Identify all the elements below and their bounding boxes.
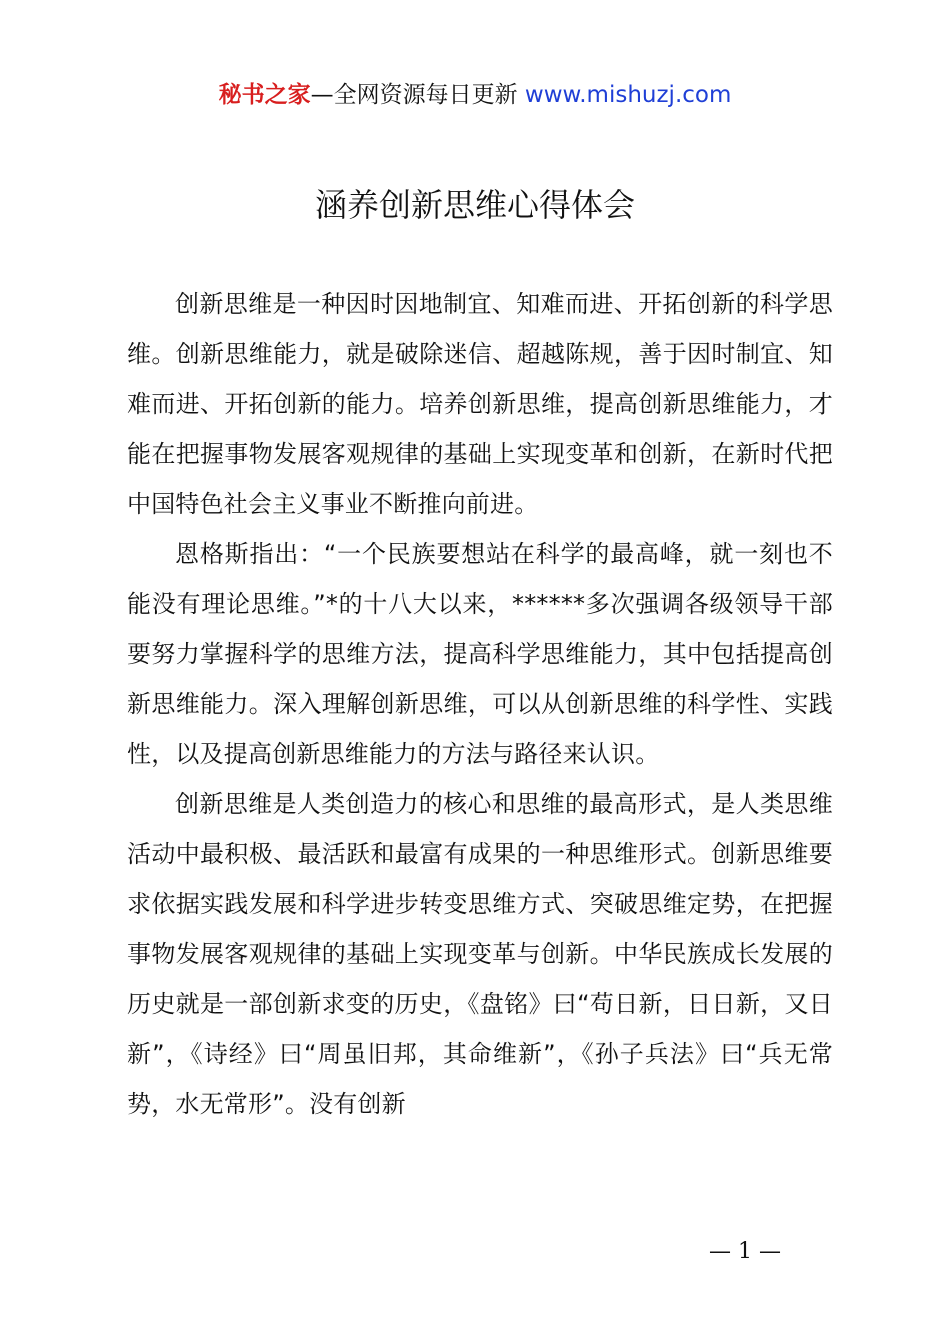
site-brand: 秘书之家 bbox=[218, 82, 311, 108]
document-body bbox=[127, 279, 833, 1129]
site-header bbox=[0, 78, 950, 112]
page-number: — 1 — bbox=[709, 1239, 781, 1264]
body-paragraph: 创新思维是人类创造力的核心和思维的最高形式，是人类思维活动中最积极、最活跃和最富有成果的一种思维形式。创新思维要求依据实践发展和科学进步转变思维方式、突破思维定势，在把握事物发展客观规律的基础上实现变革与创新。中华民族成长发展的历史就是一部创新求变的历史，《盘铭》曰“苟日新，日日新，又日新”，《诗经》曰“周虽旧邦，其命维新”，《孙子兵法》曰“兵无常势，水无常形”。没有创新 bbox=[127, 790, 833, 1118]
body-paragraph: 创新思维是一种因时因地制宜、知难而进、开拓创新的科学思维。创新思维能力，就是破除迷信、超越陈规，善于因时制宜、知难而进、开拓创新的能力。培养创新思维，提高创新思维能力，才能在把握事物发展客观规律的基础上实现变革和创新，在新时代把中国特色社会主义事业不断推向前进。 bbox=[127, 290, 833, 518]
site-tagline: —全网资源每日更新 bbox=[310, 82, 525, 108]
document-title: 涵养创新思维心得体会 bbox=[314, 186, 635, 224]
site-url-link[interactable]: www.mishuzj.com bbox=[524, 82, 732, 108]
body-paragraph: 恩格斯指出：“一个民族要想站在科学的最高峰，就一刻也不能没有理论思维。”*的十八大以来，******多次强调各级领导干部要努力掌握科学的思维方法，提高科学思维能力，其中包括提高创新思维能力。深入理解创新思维，可以从创新思维的科学性、实践性，以及提高创新思维能力的方法与路径来认识。 bbox=[127, 540, 833, 768]
